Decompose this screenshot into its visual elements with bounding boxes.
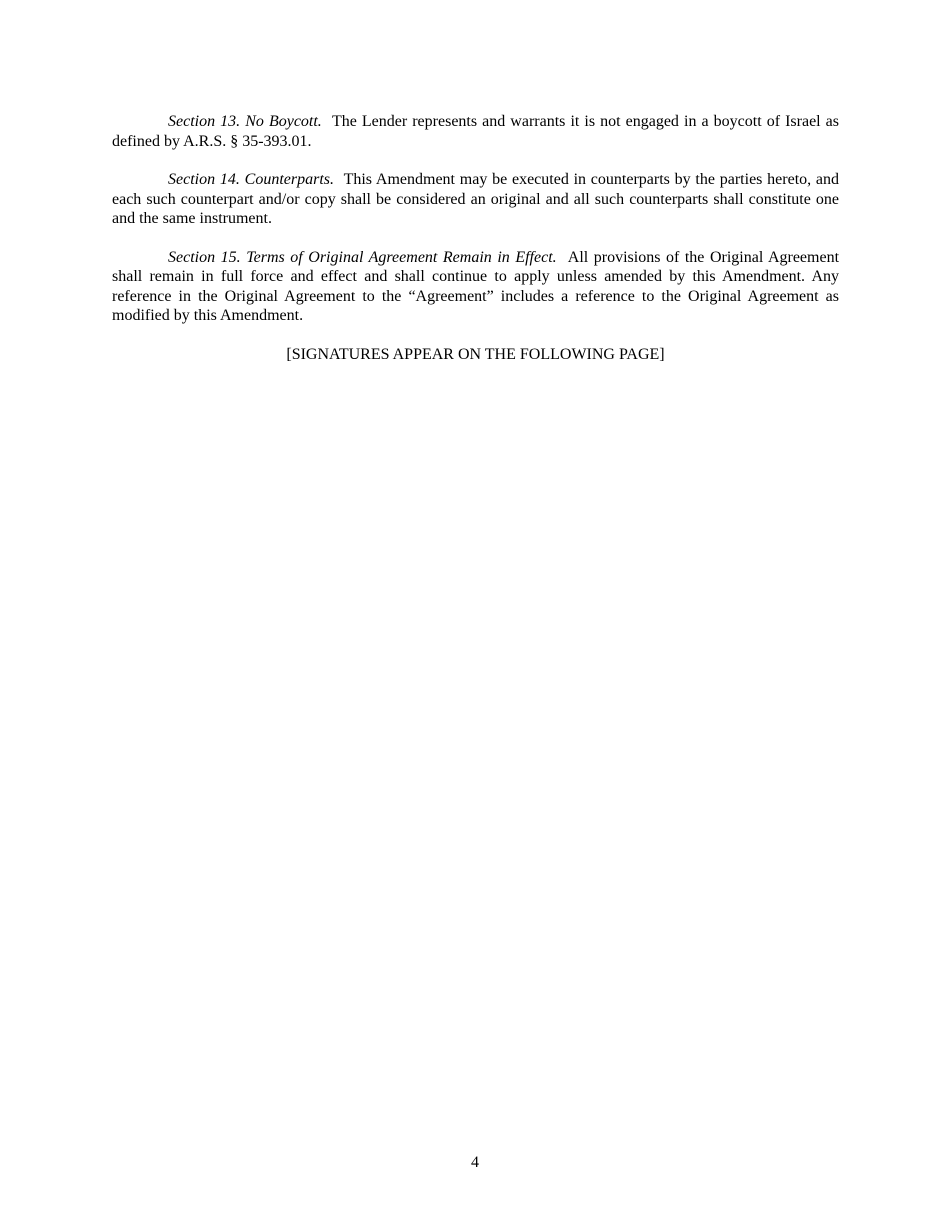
section-13-body: The Lender represents and warrants it is not engaged in a boycott of Israel as defined by A.R.S. § 35-393.01. bbox=[112, 113, 840, 150]
section-13-heading: Section 13. No Boycott. bbox=[168, 113, 322, 130]
section-15-heading: Section 15. Terms of Original Agreement Remain in Effect. bbox=[168, 248, 557, 266]
document-body bbox=[112, 112, 839, 364]
section-14-body: This Amendment may be executed in counterparts by the parties hereto, and each such counterpart and/or copy shall be considered an original and all such counterparts shall constitute one and the same instrument. bbox=[112, 171, 840, 227]
section-14-paragraph bbox=[112, 170, 839, 229]
section-13-paragraph bbox=[112, 112, 839, 151]
signature-notice: [SIGNATURES APPEAR ON THE FOLLOWING PAGE] bbox=[286, 345, 665, 363]
section-15-body: All provisions of the Original Agreement shall remain in full force and effect and shall continue to apply unless amended by this Amendment. Any reference in the Original Agreement to the “Agreement” includes a reference to the Original Agreement as modified by this Amendment. bbox=[112, 248, 840, 324]
section-15-paragraph bbox=[112, 248, 839, 326]
page-number: 4 bbox=[471, 1154, 479, 1171]
section-14-heading: Section 14. Counterparts. bbox=[168, 171, 334, 188]
